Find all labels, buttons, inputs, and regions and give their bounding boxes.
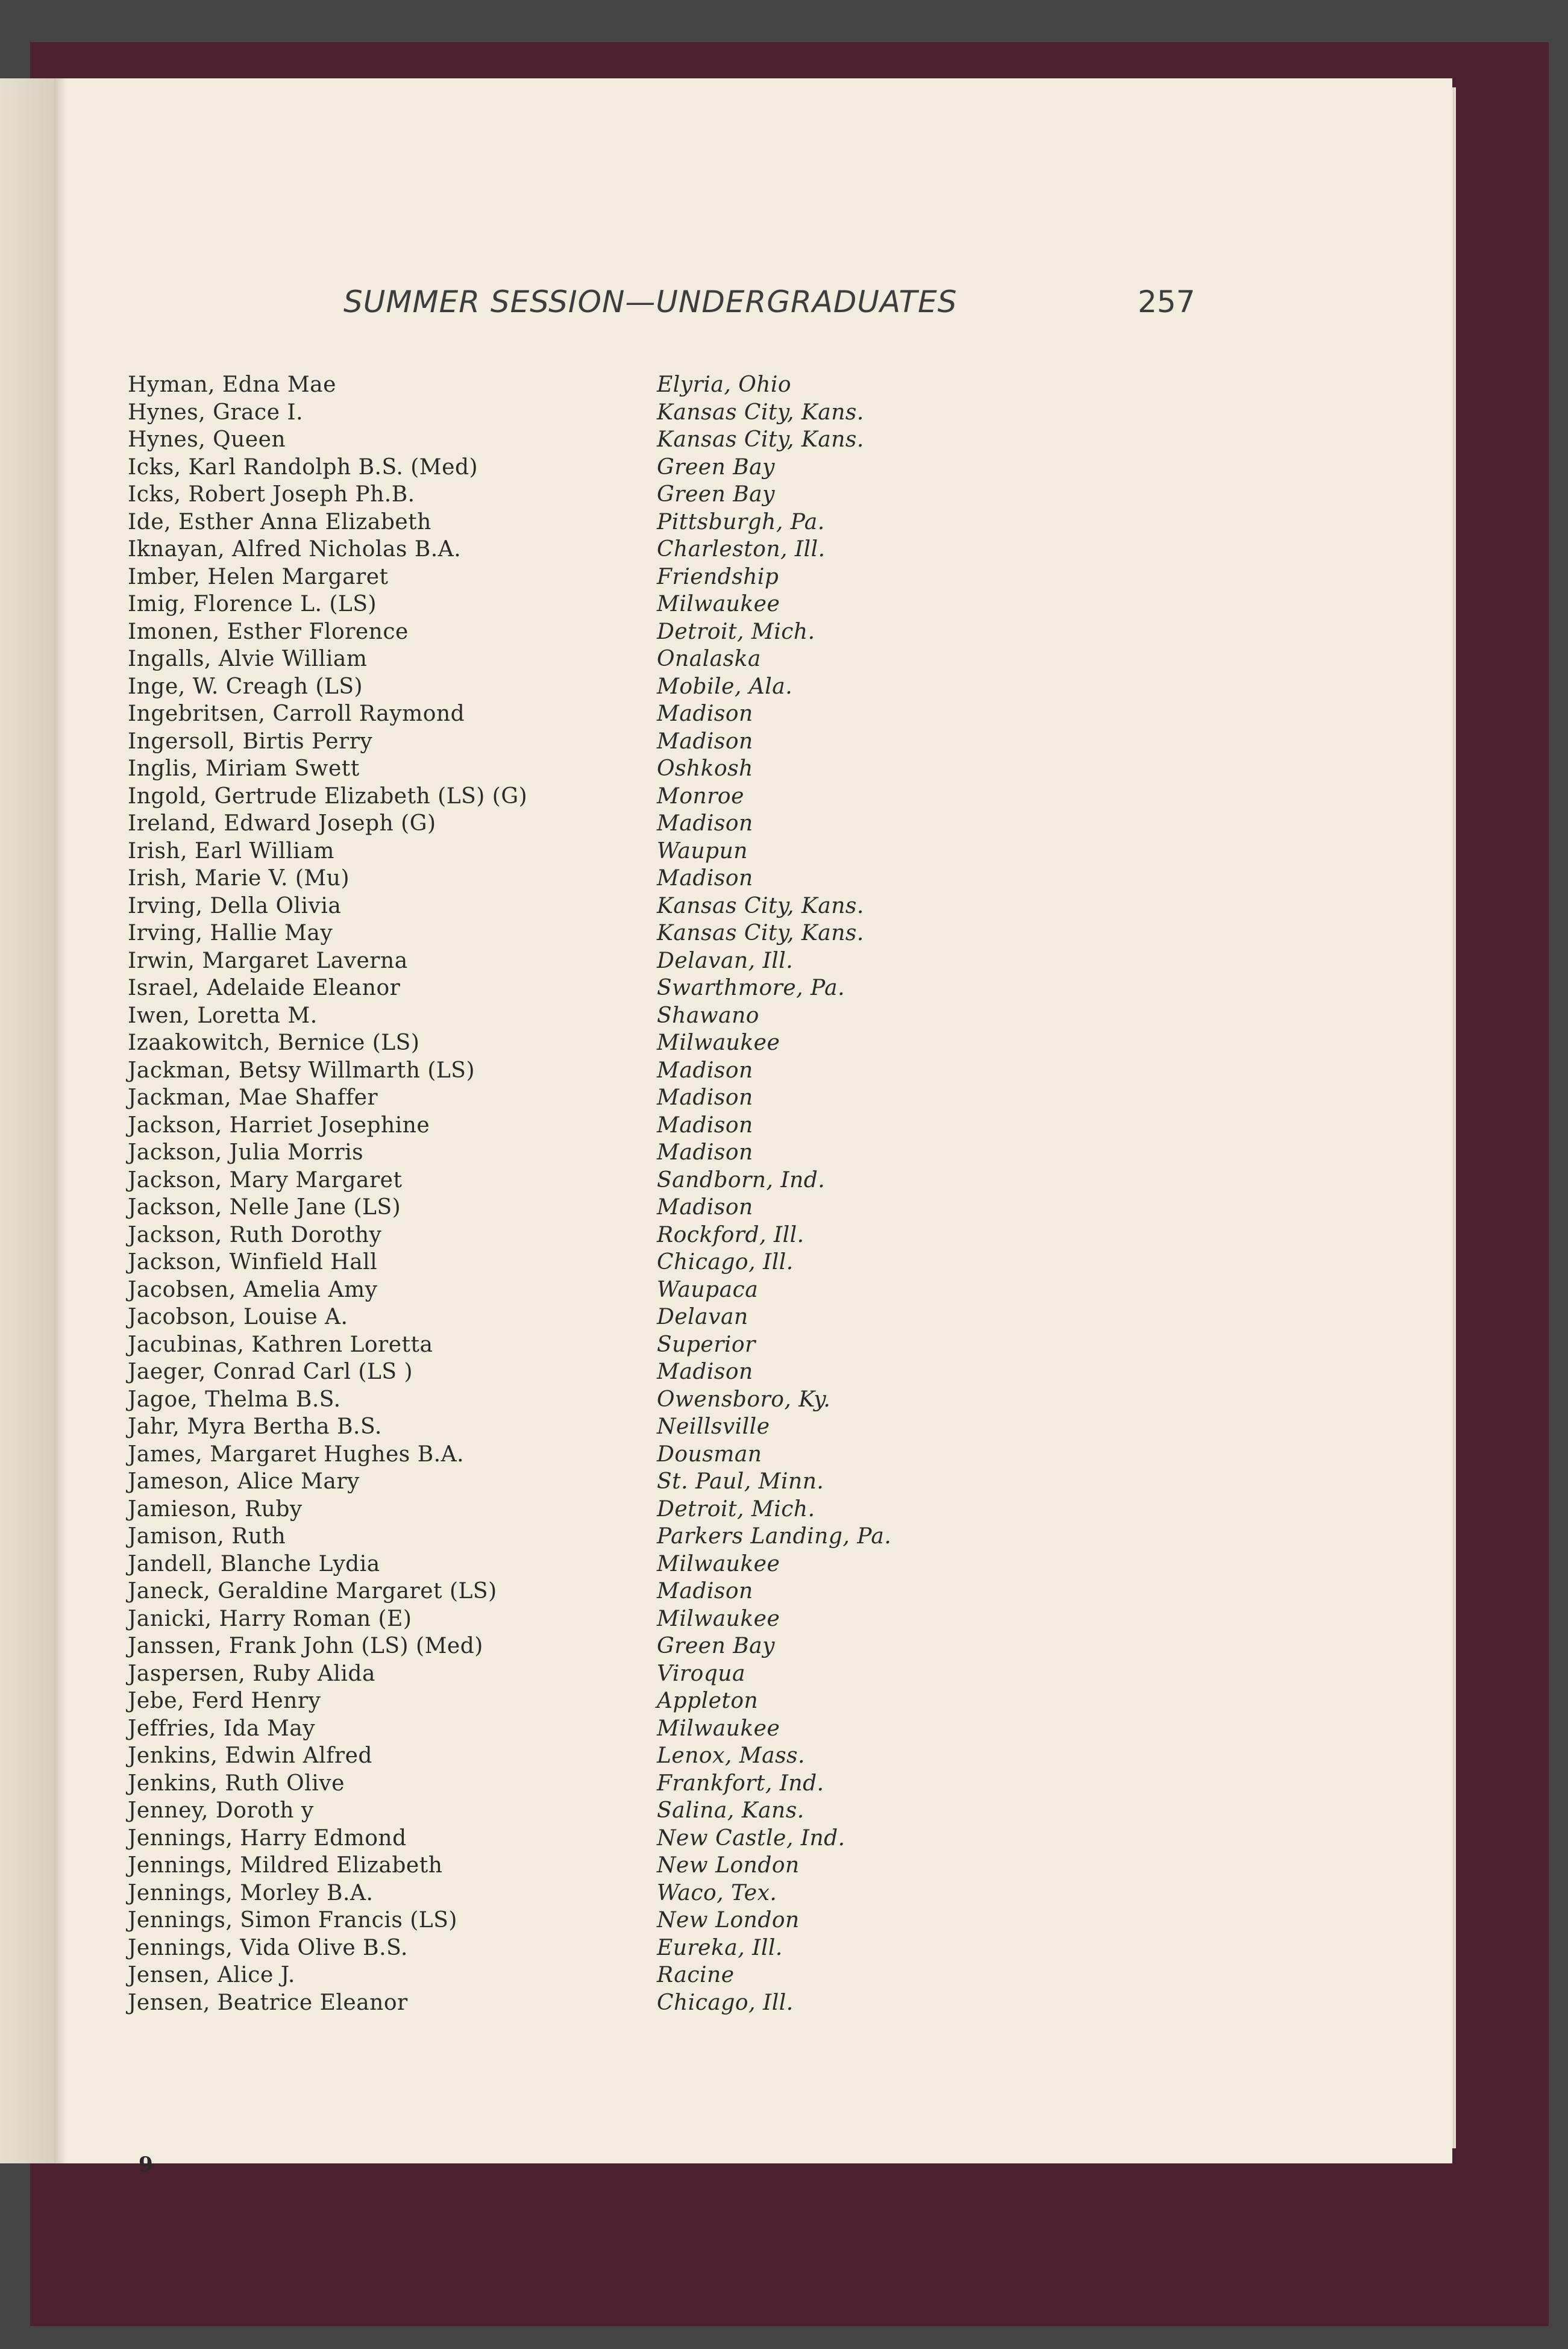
entry-place: Madison: [657, 1085, 753, 1110]
entry-name: Jandell, Blanche Lydia: [128, 1552, 380, 1576]
running-head-title: SUMMER SESSION—UNDERGRADUATES: [343, 284, 958, 319]
entry-name: Jenkins, Edwin Alfred: [128, 1743, 372, 1768]
entry-name: Hyman, Edna Mae: [128, 372, 336, 397]
entry-name: Irish, Earl William: [128, 839, 334, 864]
entry-place: Kansas City, Kans.: [657, 894, 864, 918]
entry-name: Icks, Robert Joseph Ph.B.: [128, 482, 415, 507]
entry-place: Green Bay: [657, 482, 775, 507]
entry-name: Hynes, Grace I.: [128, 400, 304, 425]
entry-place: Neillsville: [657, 1414, 770, 1439]
entry-name: Jacobson, Louise A.: [128, 1305, 348, 1329]
entry-place: Madison: [657, 1195, 753, 1220]
entry-place: St. Paul, Minn.: [657, 1469, 824, 1494]
entry-place: Detroit, Mich.: [657, 1497, 815, 1522]
entry-place: Shawano: [657, 1003, 759, 1028]
entry-place: Mobile, Ala.: [657, 674, 793, 699]
entry-name: Iwen, Loretta M.: [128, 1003, 318, 1028]
page-number: 257: [1138, 284, 1196, 319]
entry-name: Irwin, Margaret Laverna: [128, 949, 408, 973]
page-gutter: [54, 78, 66, 2163]
entry-place: Appleton: [657, 1689, 759, 1713]
entry-name: Jaspersen, Ruby Alida: [128, 1661, 375, 1686]
entry-name: Janssen, Frank John (LS) (Med): [128, 1634, 483, 1658]
entry-place: Swarthmore, Pa.: [657, 976, 845, 1000]
entry-place: Dousman: [657, 1442, 762, 1467]
entry-name: Jennings, Vida Olive B.S.: [128, 1936, 408, 1960]
entry-name: Jamison, Ruth: [128, 1524, 286, 1549]
entry-place: Kansas City, Kans.: [657, 427, 864, 452]
entry-place: Madison: [657, 729, 753, 754]
entry-place: Green Bay: [657, 455, 775, 480]
entry-name: Jennings, Simon Francis (LS): [128, 1908, 457, 1933]
entry-name: Jaeger, Conrad Carl (LS ): [128, 1360, 413, 1384]
entry-name: Jebe, Ferd Henry: [128, 1689, 321, 1713]
entry-name: Jacubinas, Kathren Loretta: [128, 1332, 433, 1357]
entry-name: Jackson, Harriet Josephine: [128, 1113, 430, 1138]
entry-place: Charleston, Ill.: [657, 537, 826, 562]
entry-place: Milwaukee: [657, 1716, 780, 1741]
entry-name: Imber, Helen Margaret: [128, 565, 389, 589]
entry-place: Kansas City, Kans.: [657, 921, 864, 946]
entry-name: Jenney, Doroth y: [128, 1798, 314, 1823]
entry-place: Delavan: [657, 1305, 748, 1329]
entry-place: Monroe: [657, 784, 744, 809]
entry-name: Jamieson, Ruby: [128, 1497, 303, 1522]
entry-place: Madison: [657, 701, 753, 726]
entry-name: Jackman, Mae Shaffer: [128, 1085, 378, 1110]
entry-place: Waco, Tex.: [657, 1881, 777, 1905]
entry-name: Jackson, Nelle Jane (LS): [128, 1195, 401, 1220]
entry-place: Chicago, Ill.: [657, 1990, 794, 2015]
entry-name: Israel, Adelaide Eleanor: [128, 976, 401, 1000]
entry-name: Icks, Karl Randolph B.S. (Med): [128, 455, 478, 480]
entry-name: Jenkins, Ruth Olive: [128, 1771, 345, 1796]
entry-name: Imonen, Esther Florence: [128, 619, 409, 644]
entry-place: Racine: [657, 1963, 735, 1987]
entry-place: Viroqua: [657, 1661, 745, 1686]
entry-name: Irish, Marie V. (Mu): [128, 866, 350, 891]
entry-place: Waupun: [657, 839, 748, 864]
entry-place: Rockford, Ill.: [657, 1223, 804, 1247]
entry-place: Kansas City, Kans.: [657, 400, 864, 425]
entry-place: Oshkosh: [657, 756, 753, 781]
entry-name: James, Margaret Hughes B.A.: [128, 1442, 465, 1467]
entry-name: Jacobsen, Amelia Amy: [128, 1278, 378, 1302]
entry-place: Waupaca: [657, 1278, 759, 1302]
entry-place: Milwaukee: [657, 592, 780, 616]
entry-name: Imig, Florence L. (LS): [128, 592, 377, 616]
entry-name: Jackson, Julia Morris: [128, 1140, 364, 1165]
entry-name: Jeffries, Ida May: [128, 1716, 316, 1741]
entry-name: Izaakowitch, Bernice (LS): [128, 1030, 420, 1055]
entry-place: Owensboro, Ky.: [657, 1387, 831, 1412]
entry-name: Janeck, Geraldine Margaret (LS): [128, 1579, 497, 1604]
entry-name: Ireland, Edward Joseph (G): [128, 811, 436, 836]
entry-place: Madison: [657, 1140, 753, 1165]
entry-place: Pittsburgh, Pa.: [657, 510, 825, 535]
entry-place: New London: [657, 1908, 800, 1933]
entry-place: Delavan, Ill.: [657, 949, 794, 973]
entry-name: Jackson, Winfield Hall: [128, 1250, 378, 1275]
entry-name: Jennings, Morley B.A.: [128, 1881, 374, 1905]
entry-place: Salina, Kans.: [657, 1798, 804, 1823]
entry-place: Lenox, Mass.: [657, 1743, 805, 1768]
entry-place: Eureka, Ill.: [657, 1936, 783, 1960]
entry-name: Ingersoll, Birtis Perry: [128, 729, 373, 754]
entry-name: Iknayan, Alfred Nicholas B.A.: [128, 537, 462, 562]
entry-name: Jackman, Betsy Willmarth (LS): [128, 1058, 475, 1083]
signature-mark: 9: [139, 2153, 153, 2177]
entry-place: Madison: [657, 811, 753, 836]
entry-name: Ingebritsen, Carroll Raymond: [128, 701, 465, 726]
entry-place: Milwaukee: [657, 1552, 780, 1576]
entry-place: Superior: [657, 1332, 756, 1357]
entry-name: Jagoe, Thelma B.S.: [128, 1387, 341, 1412]
entry-name: Jennings, Harry Edmond: [128, 1826, 407, 1851]
entry-name: Jackson, Ruth Dorothy: [128, 1223, 382, 1247]
entry-place: Madison: [657, 866, 753, 891]
facing-page-edge: [0, 78, 55, 2163]
entry-name: Inge, W. Creagh (LS): [128, 674, 363, 699]
entry-place: Madison: [657, 1058, 753, 1083]
entry-name: Jameson, Alice Mary: [128, 1469, 360, 1494]
entry-place: Madison: [657, 1360, 753, 1384]
entry-place: New Castle, Ind.: [657, 1826, 845, 1851]
entry-name: Jackson, Mary Margaret: [128, 1168, 403, 1193]
entry-name: Inglis, Miriam Swett: [128, 756, 360, 781]
entry-name: Jensen, Alice J.: [128, 1963, 295, 1987]
entry-name: Jensen, Beatrice Eleanor: [128, 1990, 408, 2015]
entry-place: Friendship: [657, 565, 779, 589]
entry-name: Jahr, Myra Bertha B.S.: [128, 1414, 382, 1439]
entry-name: Ingold, Gertrude Elizabeth (LS) (G): [128, 784, 528, 809]
entry-place: Elyria, Ohio: [657, 372, 792, 397]
entry-place: Milwaukee: [657, 1030, 780, 1055]
entry-place: New London: [657, 1853, 800, 1878]
entry-name: Irving, Della Olivia: [128, 894, 342, 918]
entry-name: Jennings, Mildred Elizabeth: [128, 1853, 443, 1878]
entry-place: Madison: [657, 1113, 753, 1138]
entry-place: Milwaukee: [657, 1607, 780, 1631]
entry-name: Ingalls, Alvie William: [128, 647, 368, 671]
entry-place: Chicago, Ill.: [657, 1250, 794, 1275]
entry-name: Hynes, Queen: [128, 427, 286, 452]
entry-place: Parkers Landing, Pa.: [657, 1524, 892, 1549]
entry-place: Frankfort, Ind.: [657, 1771, 824, 1796]
entry-place: Detroit, Mich.: [657, 619, 815, 644]
entry-name: Irving, Hallie May: [128, 921, 333, 946]
entry-place: Onalaska: [657, 647, 761, 671]
entry-place: Madison: [657, 1579, 753, 1604]
entry-place: Green Bay: [657, 1634, 775, 1658]
entry-name: Janicki, Harry Roman (E): [128, 1607, 412, 1631]
entry-place: Sandborn, Ind.: [657, 1168, 826, 1193]
entry-name: Ide, Esther Anna Elizabeth: [128, 510, 431, 535]
